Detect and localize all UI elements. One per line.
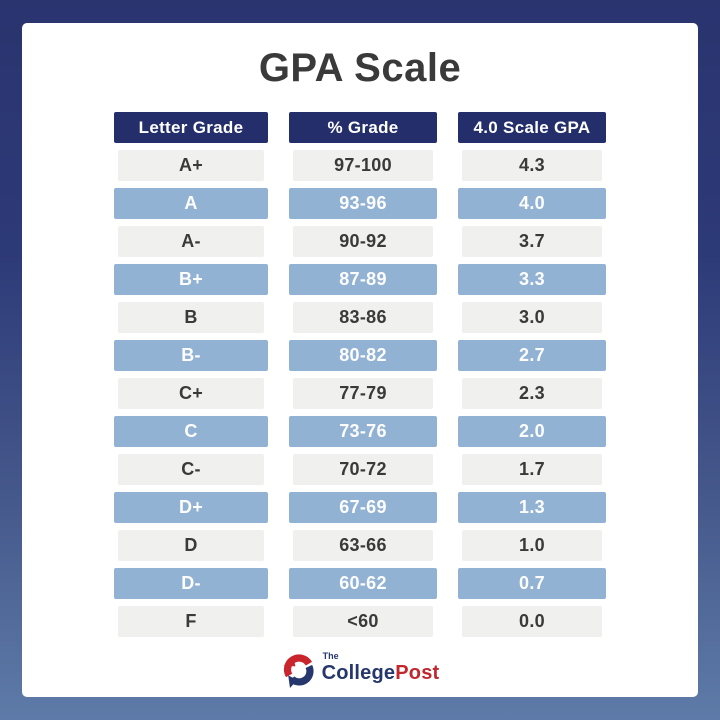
table-cell-letter-C-: C-: [118, 454, 264, 485]
table-cell-percent-A+: 97-100: [293, 150, 433, 181]
table-cell-gpa-B-: 2.7: [458, 340, 606, 371]
table-cell-percent-B-: 80-82: [289, 340, 437, 371]
table-cell-gpa-D: 1.0: [462, 530, 602, 561]
table-cell-letter-F: F: [118, 606, 264, 637]
column-header-percent-grade: % Grade: [289, 112, 437, 143]
card: [22, 23, 698, 697]
table-cell-letter-B-: B-: [114, 340, 268, 371]
table-cell-letter-D-: D-: [114, 568, 268, 599]
logo-the-label: The: [322, 651, 339, 661]
gpa-table: [114, 112, 606, 637]
table-cell-percent-B+: 87-89: [289, 264, 437, 295]
logo-college-label: College: [321, 662, 396, 684]
table-cell-percent-A: 93-96: [289, 188, 437, 219]
table-cell-letter-A+: A+: [118, 150, 264, 181]
table-cell-gpa-C-: 1.7: [462, 454, 602, 485]
table-cell-gpa-A+: 4.3: [462, 150, 602, 181]
table-cell-letter-D: D: [118, 530, 264, 561]
table-cell-gpa-B: 3.0: [462, 302, 602, 333]
table-cell-letter-C: C: [114, 416, 268, 447]
table-cell-gpa-C+: 2.3: [462, 378, 602, 409]
table-cell-letter-C+: C+: [118, 378, 264, 409]
collegepost-logo-icon: [281, 650, 317, 690]
page-title: GPA Scale: [258, 46, 462, 90]
table-cell-gpa-A-: 3.7: [462, 226, 602, 257]
table-cell-percent-F: <60: [293, 606, 433, 637]
table-cell-gpa-A: 4.0: [458, 188, 606, 219]
table-cell-gpa-C: 2.0: [458, 416, 606, 447]
table-cell-letter-A-: A-: [118, 226, 264, 257]
table-cell-percent-C+: 77-79: [293, 378, 433, 409]
table-cell-percent-B: 83-86: [293, 302, 433, 333]
logo-wordmark: [322, 663, 440, 683]
collegepost-logo-text: [322, 650, 440, 683]
table-cell-letter-A: A: [114, 188, 268, 219]
logo-post-label: Post: [395, 662, 440, 684]
table-cell-letter-B+: B+: [114, 264, 268, 295]
table-cell-percent-C: 73-76: [289, 416, 437, 447]
table-cell-gpa-D-: 0.7: [458, 568, 606, 599]
table-cell-percent-D: 63-66: [293, 530, 433, 561]
table-cell-letter-B: B: [118, 302, 264, 333]
table-cell-gpa-D+: 1.3: [458, 492, 606, 523]
collegepost-logo: [281, 650, 440, 690]
table-cell-percent-D+: 67-69: [289, 492, 437, 523]
table-cell-letter-D+: D+: [114, 492, 268, 523]
table-cell-gpa-B+: 3.3: [458, 264, 606, 295]
table-cell-percent-C-: 70-72: [293, 454, 433, 485]
column-header-scale-gpa: 4.0 Scale GPA: [458, 112, 606, 143]
column-header-letter-grade: Letter Grade: [114, 112, 268, 143]
table-cell-percent-A-: 90-92: [293, 226, 433, 257]
table-cell-percent-D-: 60-62: [289, 568, 437, 599]
table-cell-gpa-F: 0.0: [462, 606, 602, 637]
